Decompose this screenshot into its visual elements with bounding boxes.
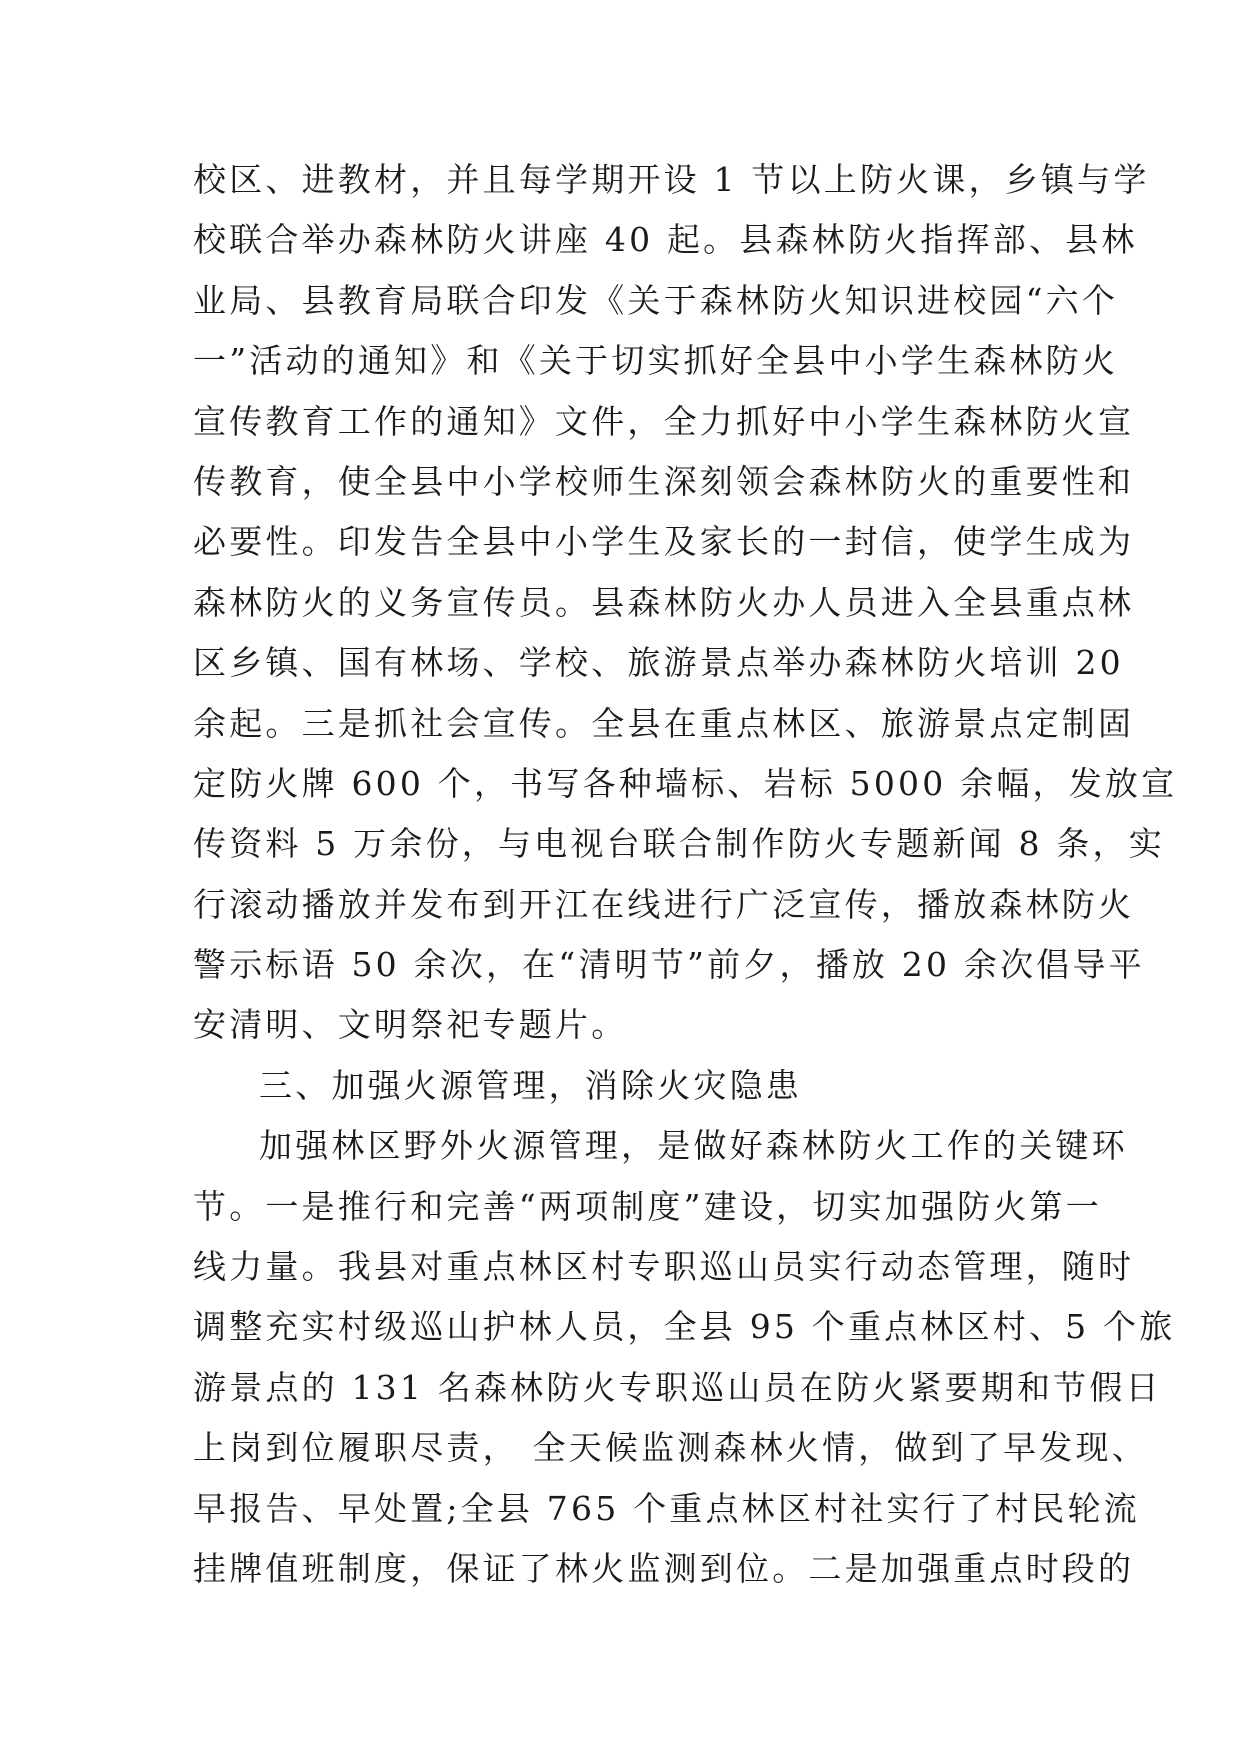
paragraph-line: 节。一是推行和完善“两项制度”建设，切实加强防火第一: [193, 1186, 1102, 1226]
body-text: [193, 150, 1178, 1599]
paragraph-line: 行滚动播放并发布到开江在线进行广泛宣传，播放森林防火: [193, 884, 1135, 924]
paragraph-line: 调整充实村级巡山护林人员，全县 95 个重点林区村、5 个旅: [193, 1307, 1176, 1347]
paragraph-line: 森林防火的义务宣传员。县森林防火办人员进入全县重点林: [193, 582, 1135, 622]
paragraph-line: 必要性。印发告全县中小学生及家长的一封信，使学生成为: [193, 522, 1135, 562]
paragraph-line: 安清明、文明祭祀专题片。: [193, 1005, 628, 1045]
paragraph-line: 上岗到位履职尽责， 全天候监测森林火情，做到了早发现、: [193, 1428, 1148, 1468]
paragraph-line: 传资料 5 万余份，与电视台联合制作防火专题新闻 8 条，实: [193, 824, 1165, 864]
paragraph-line: 宣传教育工作的通知》文件，全力抓好中小学生森林防火宣: [193, 401, 1135, 441]
paragraph-line: 早报告、早处置;全县 765 个重点林区村社实行了村民轮流: [193, 1488, 1140, 1528]
paragraph-line-indented: 加强林区野外火源管理，是做好森林防火工作的关键环: [259, 1126, 1128, 1166]
paragraph-line: 挂牌值班制度，保证了林火监测到位。二是加强重点时段的: [193, 1548, 1135, 1588]
paragraph-line: 传教育，使全县中小学校师生深刻领会森林防火的重要性和: [193, 461, 1135, 501]
paragraph-line: 业局、县教育局联合印发《关于森林防火知识进校园“六个: [193, 280, 1119, 320]
paragraph-line: 线力量。我县对重点林区村专职巡山员实行动态管理，随时: [193, 1247, 1135, 1287]
paragraph-line: 校区、进教材，并且每学期开设 1 节以上防火课，乡镇与学: [193, 160, 1150, 199]
paragraph-line: 余起。三是抓社会宣传。全县在重点林区、旅游景点定制固: [193, 703, 1135, 743]
paragraph-line-indented: 三、加强火源管理，消除火灾隐患: [259, 1065, 802, 1105]
paragraph-line: 区乡镇、国有林场、学校、旅游景点举办森林防火培训 20: [193, 643, 1124, 683]
paragraph-line: 一”活动的通知》和《关于切实抓好全县中小学生森林防火: [193, 341, 1119, 381]
paragraph-line: 校联合举办森林防火讲座 40 起。县森林防火指挥部、县林: [193, 220, 1138, 260]
paragraph-line: 游景点的 131 名森林防火专职巡山员在防火紧要期和节假日: [193, 1367, 1162, 1407]
paragraph-line: 警示标语 50 余次，在“清明节”前夕，播放 20 余次倡导平: [193, 945, 1145, 985]
paragraph-line: 定防火牌 600 个，书写各种墙标、岩标 5000 余幅，发放宣: [193, 763, 1178, 803]
